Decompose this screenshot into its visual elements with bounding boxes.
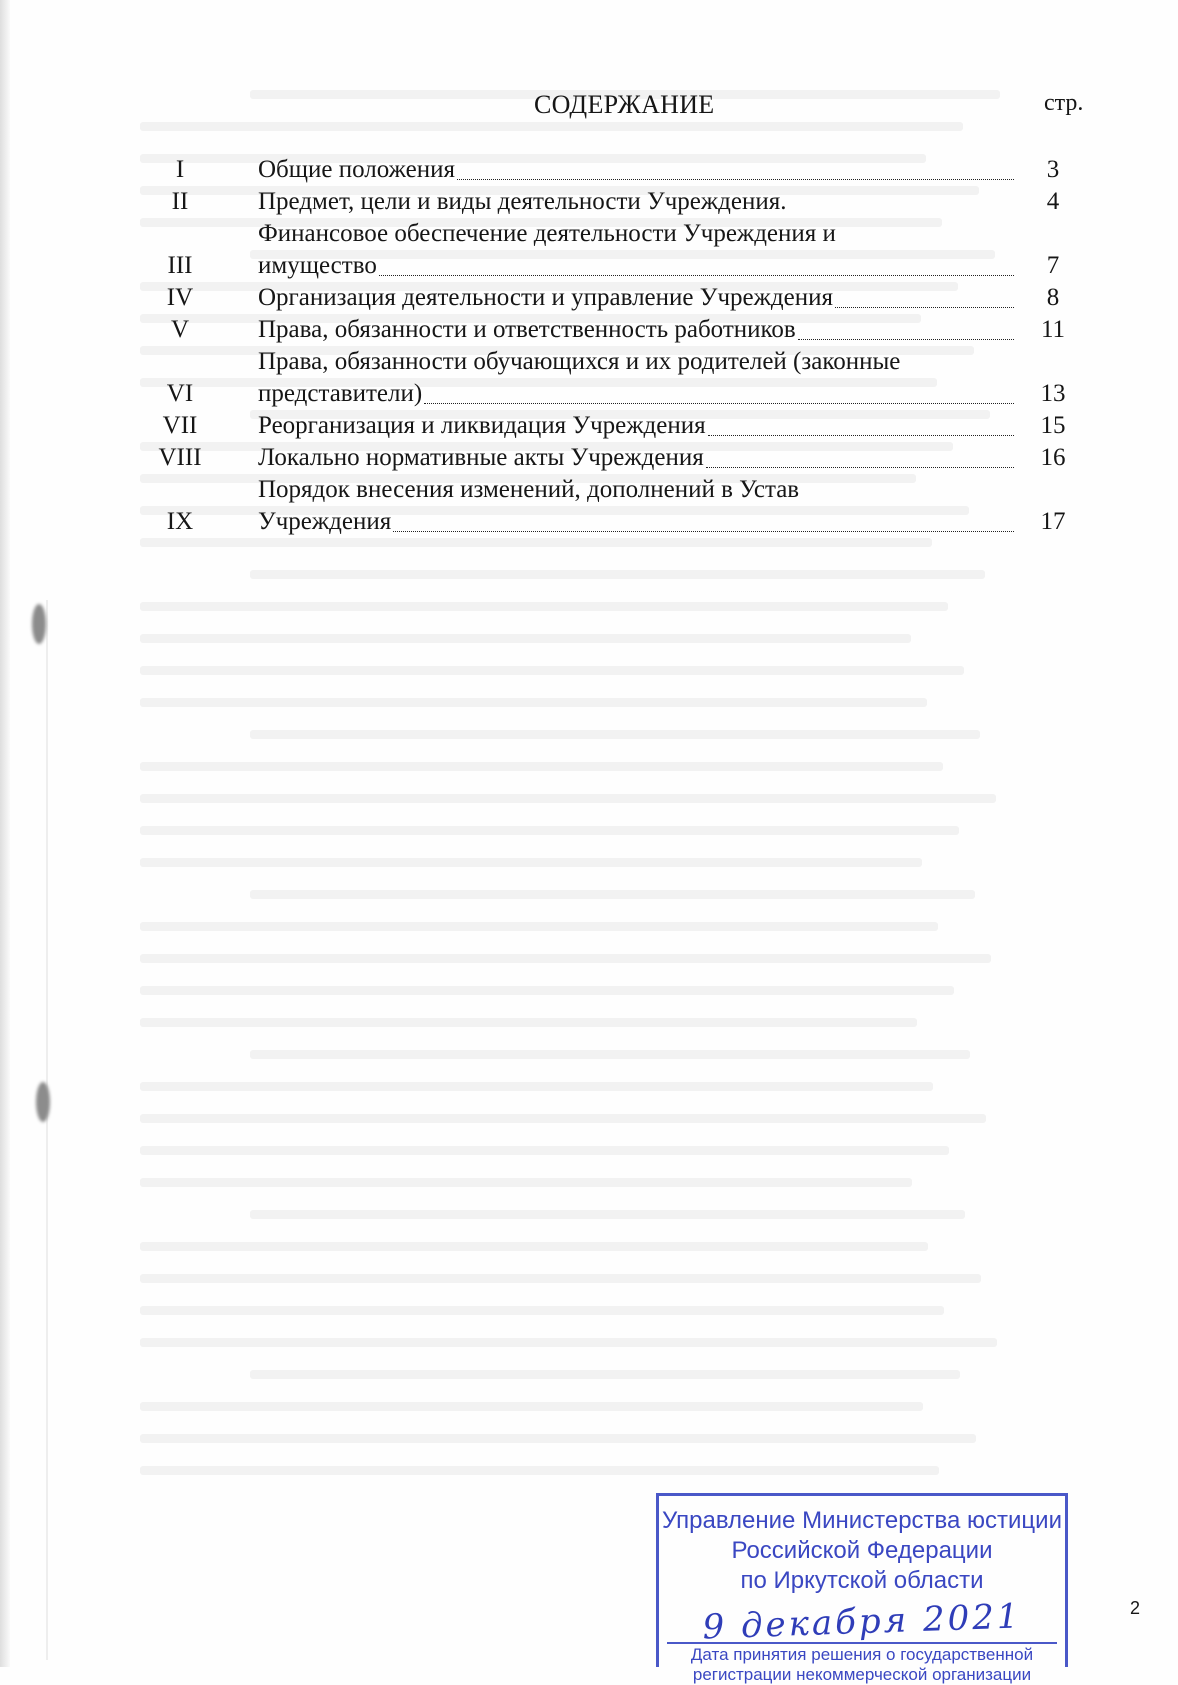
bleed-through-line [140, 538, 932, 547]
toc-row [140, 282, 1100, 314]
toc-section-title [258, 410, 1018, 442]
bleed-through-line [140, 1402, 923, 1411]
toc-title-line: Организация деятельности и управление Учреждения [258, 284, 833, 311]
toc-page-number: 7 [1046, 252, 1060, 279]
toc-title-line: Реорганизация и ликвидация Учреждения [258, 412, 706, 439]
toc-section-number: IV [166, 284, 194, 311]
toc-row [140, 346, 1100, 410]
toc-title-line: Права, обязанности обучающихся и их родителей (законные [258, 348, 901, 375]
page-column-header: стр. [1044, 90, 1084, 116]
toc-row [140, 474, 1100, 538]
toc-section-title [258, 154, 1018, 186]
toc-page-number: 17 [1040, 508, 1066, 535]
toc-title-line: представители) [258, 380, 423, 407]
stamp-line-5: регистрации некоммерческой организации [692, 1665, 1032, 1684]
toc-section-title [258, 474, 1018, 538]
toc-leader-dots [708, 434, 1014, 436]
toc-section-number: VIII [158, 444, 202, 471]
toc-page-number: 15 [1040, 412, 1066, 439]
toc-section-number: I [175, 156, 185, 183]
toc-row [140, 442, 1100, 474]
bleed-through-line [140, 1306, 944, 1315]
bleed-through-line [140, 986, 954, 995]
toc-section-number: V [170, 316, 190, 343]
toc-leader-dots [379, 274, 1014, 276]
bleed-through-line [140, 602, 948, 611]
bleed-through-line [140, 1274, 981, 1283]
bleed-through-line [140, 954, 991, 963]
bleed-through-line [140, 762, 943, 771]
toc-section-number: IX [166, 508, 194, 535]
bleed-through-line [140, 1434, 976, 1443]
bleed-through-line [140, 1178, 912, 1187]
bleed-through-line [250, 1210, 965, 1219]
page-left-edge [0, 0, 10, 1667]
toc-section-number: III [167, 252, 193, 279]
toc-row [140, 154, 1100, 186]
toc-section-number: VI [166, 380, 194, 407]
toc-section-title [258, 314, 1018, 346]
bleed-through-line [140, 634, 911, 643]
bleed-through-line [250, 890, 975, 899]
toc-leader-dots [835, 306, 1014, 308]
bleed-through-line [250, 570, 985, 579]
bleed-through-line [140, 122, 963, 131]
toc-page-number: 13 [1040, 380, 1066, 407]
toc-title-line: Локально нормативные акты Учреждения [258, 444, 704, 471]
toc-row [140, 410, 1100, 442]
toc-row [140, 314, 1100, 346]
bleed-through-line [140, 1338, 997, 1347]
toc-page-number: 4 [1046, 188, 1060, 215]
bleed-through-line [140, 1242, 928, 1251]
toc-section-title [258, 282, 1018, 314]
toc-section-number: II [171, 188, 189, 215]
bleed-through-line [250, 730, 980, 739]
bleed-through-line [140, 666, 964, 675]
toc-page-number: 8 [1046, 284, 1060, 311]
toc-leader-dots [424, 402, 1014, 404]
toc-leader-dots [706, 466, 1014, 468]
toc-title: СОДЕРЖАНИЕ [534, 90, 715, 119]
toc-title-line: Порядок внесения изменений, дополнений в Устав [258, 476, 800, 503]
table-of-contents [140, 154, 1100, 538]
stamp-handwritten-date: 9 декабря 2021 [701, 1596, 1023, 1648]
bleed-through-line [140, 858, 922, 867]
bleed-through-line [140, 1018, 917, 1027]
bleed-through-line [140, 1082, 933, 1091]
binder-hole-bottom [36, 1082, 50, 1122]
stamp-line-4: Дата принятия решения о государственной [667, 1642, 1057, 1665]
bleed-through-line [140, 1114, 986, 1123]
bleed-through-line [140, 1466, 939, 1475]
toc-page-number: 16 [1040, 444, 1066, 471]
bleed-through-line [140, 698, 927, 707]
toc-section-title [258, 218, 1018, 282]
toc-row [140, 218, 1100, 282]
bleed-through-line [250, 1370, 960, 1379]
toc-title-line: Учреждения [258, 508, 392, 535]
toc-section-number: VII [162, 412, 198, 439]
toc-title-line: Общие положения [258, 156, 455, 183]
toc-row [140, 186, 1100, 218]
toc-title-line: Права, обязанности и ответственность работников [258, 316, 796, 343]
toc-title-line: Финансовое обеспечение деятельности Учреждения и [258, 220, 836, 247]
toc-title-line: имущество [258, 252, 377, 279]
toc-section-title [258, 186, 1018, 218]
stamp-line-2: Российской Федерации [731, 1537, 993, 1564]
stamp-line-1: Управление Министерства юстиции [661, 1507, 1062, 1534]
toc-leader-dots [393, 530, 1014, 532]
toc-section-title [258, 346, 1018, 410]
bleed-through-line [140, 794, 996, 803]
toc-page-number: 3 [1046, 156, 1060, 183]
bleed-through-line [250, 1050, 970, 1059]
page-fold-line [46, 600, 48, 1660]
stamp-line-3: по Иркутской области [740, 1567, 984, 1594]
toc-page-number: 11 [1040, 316, 1066, 343]
toc-leader-dots [457, 178, 1014, 180]
page-number: 2 [1130, 1598, 1141, 1618]
toc-title-line: Предмет, цели и виды деятельности Учреждения. [258, 188, 787, 215]
bleed-through-line [140, 826, 959, 835]
bleed-through-line [140, 922, 938, 931]
bleed-through-line [140, 1146, 949, 1155]
toc-section-title [258, 442, 1018, 474]
registration-stamp [656, 1493, 1068, 1684]
toc-leader-dots [798, 338, 1014, 340]
binder-hole-top [32, 604, 46, 644]
